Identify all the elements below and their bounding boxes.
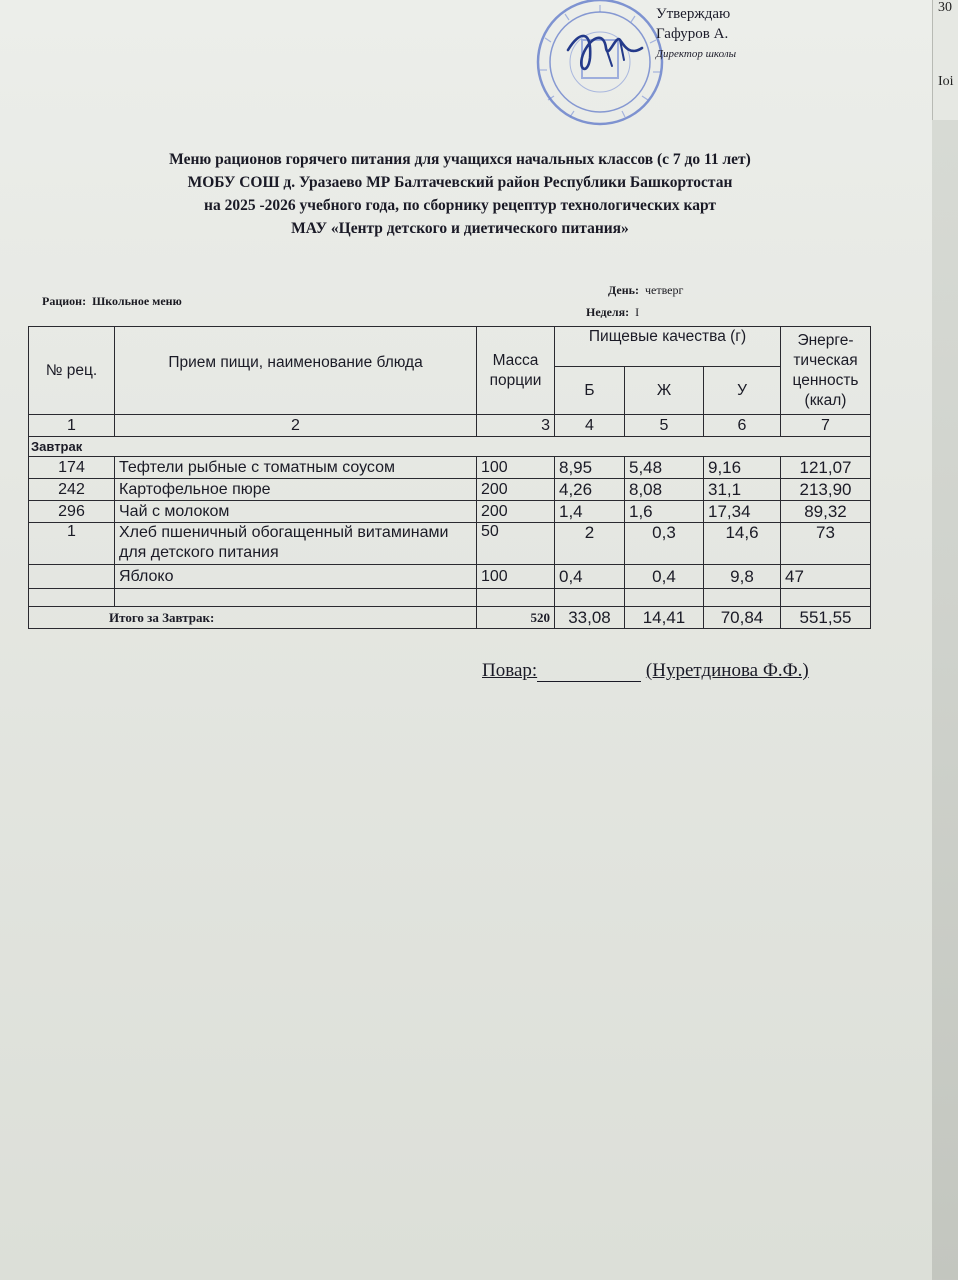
document-title [60,148,860,240]
total-fat: 14,41 [625,607,704,629]
approval-title: Утверждаю [656,6,731,22]
fat-value: 0,4 [625,565,704,589]
dish-mass: 200 [477,479,555,501]
column-number: 3 [477,415,555,437]
cook-label: Повар: [482,660,538,681]
title-line-1: Меню рационов горячего питания для учащихся начальных классов (с 7 до 11 лет) [169,151,751,168]
header-dish: Прием пищи, наименование блюда [115,327,477,415]
dish-mass: 50 [477,523,555,565]
empty-cell [115,589,477,607]
total-carbs: 70,84 [704,607,781,629]
carbs-value: 17,34 [704,501,781,523]
energy-value: 121,07 [781,457,871,479]
dish-name: Тефтели рыбные с томатным соусом [115,457,477,479]
ration-label: Рацион: [42,294,87,308]
empty-cell [704,589,781,607]
week-value: I [635,305,640,319]
column-number: 6 [704,415,781,437]
approval-name: Гафуров А. [656,26,729,42]
column-number: 4 [555,415,625,437]
total-mass: 520 [477,607,555,629]
column-number: 5 [625,415,704,437]
empty-cell [625,589,704,607]
adjacent-page-edge [932,0,958,120]
signature-blank [537,663,641,682]
protein-value: 4,26 [555,479,625,501]
table-row [29,565,871,589]
dish-mass: 200 [477,501,555,523]
energy-value: 89,32 [781,501,871,523]
approval-block [656,4,736,64]
empty-cell [781,589,871,607]
protein-value: 2 [555,523,625,565]
title-line-2: МОБУ СОШ д. Уразаево МР Балтачевский район Республики Башкортостан [187,174,733,191]
header-mass: Масса порции [477,327,555,415]
title-line-3: на 2025 -2026 учебного года, по сборнику рецептур технологических карт [204,197,716,214]
total-row [29,607,871,629]
fat-value: 1,6 [625,501,704,523]
energy-value: 47 [781,565,871,589]
total-protein: 33,08 [555,607,625,629]
table-row [29,479,871,501]
header-nutrition: Пищевые качества (г) [555,327,781,367]
table-row [29,523,871,565]
fat-value: 5,48 [625,457,704,479]
empty-cell [29,589,115,607]
recipe-number: 242 [29,479,115,501]
cook-signature-line [482,660,809,682]
day-label: День: [608,283,639,297]
total-label: Итого за Завтрак: [29,607,477,629]
week-field [586,305,639,320]
header-recipe-number: № рец. [29,327,115,415]
adjacent-page-text-mid: Іоі [938,74,954,89]
day-value: четверг [644,283,684,297]
cook-name: (Нуретдинова Ф.Ф.) [645,660,809,681]
carbs-value: 9,8 [704,565,781,589]
fat-value: 8,08 [625,479,704,501]
school-stamp-seal [520,0,670,140]
column-number: 7 [781,415,871,437]
section-title-breakfast: Завтрак [29,437,871,457]
total-energy: 551,55 [781,607,871,629]
approval-position: Директор школы [656,48,737,60]
carbs-value: 9,16 [704,457,781,479]
protein-value: 8,95 [555,457,625,479]
header-carbs: У [704,367,781,415]
table-row [29,501,871,523]
recipe-number: 296 [29,501,115,523]
recipe-number: 1 [29,523,115,565]
empty-cell [555,589,625,607]
menu-table [28,326,871,629]
dish-name: Хлеб пшеничный обогащенный витаминами для детского питания [115,523,477,565]
header-row-1 [29,327,871,367]
dish-mass: 100 [477,565,555,589]
recipe-number [29,565,115,589]
table-row-empty [29,589,871,607]
fat-value: 0,3 [625,523,704,565]
empty-cell [477,589,555,607]
column-number: 1 [29,415,115,437]
day-field [608,283,683,298]
title-line-4: МАУ «Центр детского и диетического питания» [291,220,629,237]
carbs-value: 31,1 [704,479,781,501]
column-number-row [29,415,871,437]
dish-mass: 100 [477,457,555,479]
energy-value: 73 [781,523,871,565]
ration-value: Школьное меню [92,294,182,308]
protein-value: 1,4 [555,501,625,523]
header-energy: Энерге-тическая ценность (ккал) [781,327,871,415]
dish-name: Картофельное пюре [115,479,477,501]
week-label: Неделя: [586,305,630,319]
energy-value: 213,90 [781,479,871,501]
header-protein: Б [555,367,625,415]
protein-value: 0,4 [555,565,625,589]
column-number: 2 [115,415,477,437]
section-row [29,437,871,457]
dish-name: Чай с молоком [115,501,477,523]
carbs-value: 14,6 [704,523,781,565]
header-fat: Ж [625,367,704,415]
dish-name: Яблоко [115,565,477,589]
table-row [29,457,871,479]
recipe-number: 174 [29,457,115,479]
adjacent-page-text-top: 30 [938,0,952,15]
ration-field [42,294,182,309]
